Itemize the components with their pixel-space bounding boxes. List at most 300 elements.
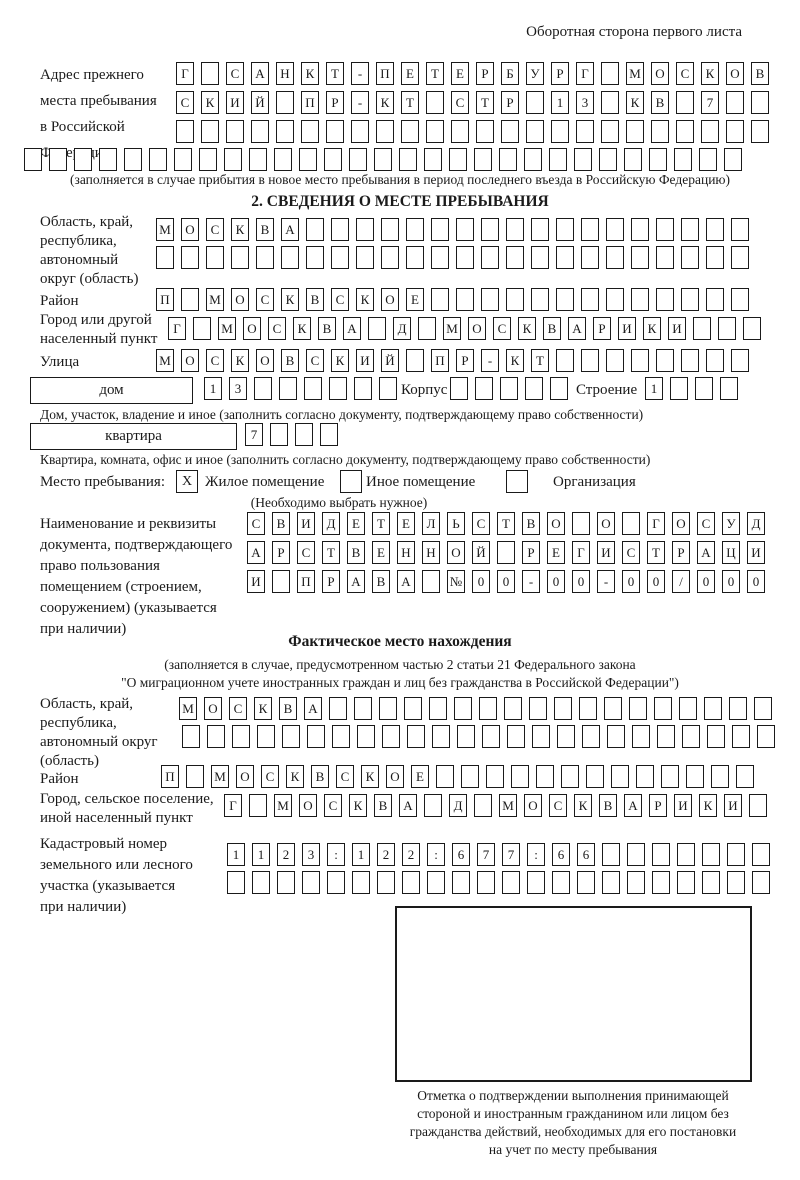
form-cell[interactable]: О <box>672 512 690 535</box>
form-cell[interactable] <box>307 725 325 748</box>
form-cell[interactable]: С <box>472 512 490 535</box>
form-cell[interactable] <box>429 697 447 720</box>
form-cell[interactable] <box>626 120 644 143</box>
form-cell[interactable]: 7 <box>245 423 263 446</box>
form-cell[interactable]: С <box>226 62 244 85</box>
form-cell[interactable] <box>329 697 347 720</box>
form-cell[interactable]: О <box>204 697 222 720</box>
form-cell[interactable]: О <box>231 288 249 311</box>
form-cell[interactable]: И <box>668 317 686 340</box>
form-cell[interactable] <box>706 288 724 311</box>
form-cell[interactable]: 0 <box>572 570 590 593</box>
form-cell[interactable] <box>631 218 649 241</box>
form-cell[interactable] <box>500 377 518 400</box>
form-cell[interactable] <box>379 697 397 720</box>
form-cell[interactable] <box>306 246 324 269</box>
form-cell[interactable]: С <box>256 288 274 311</box>
form-cell[interactable]: С <box>331 288 349 311</box>
form-cell[interactable] <box>207 725 225 748</box>
form-cell[interactable]: 7 <box>502 843 520 866</box>
form-cell[interactable] <box>651 120 669 143</box>
form-cell[interactable] <box>676 91 694 114</box>
form-cell[interactable] <box>232 725 250 748</box>
form-cell[interactable] <box>670 377 688 400</box>
form-cell[interactable]: Р <box>476 62 494 85</box>
form-cell[interactable] <box>654 697 672 720</box>
form-cell[interactable] <box>401 120 419 143</box>
form-cell[interactable] <box>331 218 349 241</box>
form-cell[interactable]: Д <box>449 794 467 817</box>
form-cell[interactable] <box>681 288 699 311</box>
form-cell[interactable]: И <box>597 541 615 564</box>
form-cell[interactable] <box>524 148 542 171</box>
form-cell[interactable]: Т <box>401 91 419 114</box>
form-cell[interactable] <box>526 120 544 143</box>
form-cell[interactable] <box>426 120 444 143</box>
form-cell[interactable]: П <box>376 62 394 85</box>
form-cell[interactable] <box>456 246 474 269</box>
form-cell[interactable]: М <box>156 349 174 372</box>
form-cell[interactable]: - <box>351 91 369 114</box>
form-cell[interactable]: 0 <box>747 570 765 593</box>
form-cell[interactable]: 6 <box>452 843 470 866</box>
form-cell[interactable] <box>681 349 699 372</box>
form-cell[interactable]: : <box>527 843 545 866</box>
form-cell[interactable] <box>706 246 724 269</box>
form-cell[interactable]: - <box>481 349 499 372</box>
form-cell[interactable] <box>657 725 675 748</box>
form-cell[interactable] <box>599 148 617 171</box>
form-cell[interactable]: 0 <box>547 570 565 593</box>
form-cell[interactable]: А <box>304 697 322 720</box>
form-cell[interactable] <box>451 120 469 143</box>
form-cell[interactable] <box>424 148 442 171</box>
form-cell[interactable]: У <box>526 62 544 85</box>
form-cell[interactable] <box>461 765 479 788</box>
form-cell[interactable] <box>606 246 624 269</box>
form-cell[interactable]: Р <box>551 62 569 85</box>
form-cell[interactable] <box>507 725 525 748</box>
form-cell[interactable] <box>579 697 597 720</box>
form-cell[interactable]: И <box>356 349 374 372</box>
form-cell[interactable] <box>422 570 440 593</box>
form-cell[interactable]: М <box>626 62 644 85</box>
form-cell[interactable]: Т <box>372 512 390 535</box>
form-cell[interactable] <box>181 246 199 269</box>
form-cell[interactable] <box>329 377 347 400</box>
form-cell[interactable]: О <box>524 794 542 817</box>
form-cell[interactable]: О <box>651 62 669 85</box>
form-cell[interactable] <box>99 148 117 171</box>
form-cell[interactable] <box>649 148 667 171</box>
form-cell[interactable]: В <box>306 288 324 311</box>
form-cell[interactable]: К <box>701 62 719 85</box>
form-cell[interactable] <box>279 377 297 400</box>
form-cell[interactable] <box>707 725 725 748</box>
form-cell[interactable]: 0 <box>697 570 715 593</box>
form-cell[interactable] <box>282 725 300 748</box>
form-cell[interactable]: И <box>618 317 636 340</box>
form-cell[interactable]: И <box>297 512 315 535</box>
form-cell[interactable]: А <box>697 541 715 564</box>
form-cell[interactable]: К <box>376 91 394 114</box>
form-cell[interactable]: 2 <box>277 843 295 866</box>
form-cell[interactable] <box>727 871 745 894</box>
form-cell[interactable]: К <box>281 288 299 311</box>
form-cell[interactable]: С <box>176 91 194 114</box>
form-cell[interactable] <box>181 288 199 311</box>
form-cell[interactable] <box>749 794 767 817</box>
form-cell[interactable]: И <box>674 794 692 817</box>
form-cell[interactable] <box>754 697 772 720</box>
form-cell[interactable]: В <box>372 570 390 593</box>
form-cell[interactable]: 2 <box>377 843 395 866</box>
form-cell[interactable]: О <box>243 317 261 340</box>
form-cell[interactable]: Р <box>326 91 344 114</box>
form-cell[interactable] <box>581 218 599 241</box>
form-cell[interactable] <box>549 148 567 171</box>
form-cell[interactable] <box>406 218 424 241</box>
form-cell[interactable]: С <box>261 765 279 788</box>
form-cell[interactable] <box>377 871 395 894</box>
form-cell[interactable] <box>74 148 92 171</box>
form-cell[interactable] <box>368 317 386 340</box>
form-cell[interactable] <box>199 148 217 171</box>
house-type-box[interactable]: дом <box>30 377 193 404</box>
form-cell[interactable] <box>577 871 595 894</box>
form-cell[interactable] <box>699 148 717 171</box>
form-cell[interactable] <box>324 148 342 171</box>
form-cell[interactable] <box>531 288 549 311</box>
form-cell[interactable] <box>277 871 295 894</box>
form-cell[interactable] <box>581 246 599 269</box>
form-cell[interactable] <box>526 91 544 114</box>
form-cell[interactable] <box>586 765 604 788</box>
form-cell[interactable]: М <box>156 218 174 241</box>
form-cell[interactable] <box>174 148 192 171</box>
form-cell[interactable]: 0 <box>472 570 490 593</box>
checkbox-other-premises[interactable] <box>340 470 362 493</box>
form-cell[interactable] <box>536 765 554 788</box>
form-cell[interactable] <box>479 697 497 720</box>
form-cell[interactable] <box>254 377 272 400</box>
form-cell[interactable] <box>352 871 370 894</box>
form-cell[interactable] <box>418 317 436 340</box>
form-cell[interactable]: О <box>386 765 404 788</box>
form-cell[interactable] <box>726 120 744 143</box>
form-cell[interactable] <box>632 725 650 748</box>
form-cell[interactable] <box>477 871 495 894</box>
form-cell[interactable] <box>556 349 574 372</box>
form-cell[interactable]: К <box>331 349 349 372</box>
form-cell[interactable]: / <box>672 570 690 593</box>
form-cell[interactable] <box>674 148 692 171</box>
form-cell[interactable] <box>227 871 245 894</box>
form-cell[interactable]: А <box>247 541 265 564</box>
form-cell[interactable]: В <box>651 91 669 114</box>
form-cell[interactable] <box>556 288 574 311</box>
form-cell[interactable]: С <box>451 91 469 114</box>
form-cell[interactable]: 1 <box>252 843 270 866</box>
form-cell[interactable] <box>231 246 249 269</box>
form-cell[interactable]: И <box>747 541 765 564</box>
form-cell[interactable]: О <box>299 794 317 817</box>
form-cell[interactable]: С <box>247 512 265 535</box>
form-cell[interactable] <box>270 423 288 446</box>
form-cell[interactable] <box>695 377 713 400</box>
form-cell[interactable]: В <box>347 541 365 564</box>
form-cell[interactable]: № <box>447 570 465 593</box>
form-cell[interactable] <box>431 246 449 269</box>
form-cell[interactable] <box>582 725 600 748</box>
form-cell[interactable] <box>249 148 267 171</box>
form-cell[interactable] <box>379 377 397 400</box>
form-cell[interactable] <box>326 120 344 143</box>
form-cell[interactable]: Р <box>593 317 611 340</box>
form-cell[interactable]: 3 <box>229 377 247 400</box>
form-cell[interactable] <box>704 697 722 720</box>
form-cell[interactable] <box>431 218 449 241</box>
form-cell[interactable]: Г <box>224 794 242 817</box>
form-cell[interactable] <box>456 218 474 241</box>
form-cell[interactable]: Е <box>406 288 424 311</box>
form-cell[interactable]: В <box>256 218 274 241</box>
form-cell[interactable]: 1 <box>352 843 370 866</box>
form-cell[interactable]: 1 <box>227 843 245 866</box>
form-cell[interactable] <box>149 148 167 171</box>
form-cell[interactable] <box>627 843 645 866</box>
form-cell[interactable]: Й <box>251 91 269 114</box>
form-cell[interactable]: А <box>347 570 365 593</box>
form-cell[interactable]: О <box>468 317 486 340</box>
form-cell[interactable]: С <box>229 697 247 720</box>
form-cell[interactable]: 0 <box>497 570 515 593</box>
form-cell[interactable]: Ц <box>722 541 740 564</box>
form-cell[interactable] <box>731 288 749 311</box>
form-cell[interactable]: Т <box>322 541 340 564</box>
checkbox-residential[interactable]: X <box>176 470 198 493</box>
form-cell[interactable]: 6 <box>552 843 570 866</box>
form-cell[interactable]: Н <box>397 541 415 564</box>
form-cell[interactable] <box>457 725 475 748</box>
form-cell[interactable]: Е <box>411 765 429 788</box>
form-cell[interactable] <box>331 246 349 269</box>
form-cell[interactable]: Р <box>456 349 474 372</box>
form-cell[interactable]: Е <box>401 62 419 85</box>
form-cell[interactable]: А <box>251 62 269 85</box>
form-cell[interactable] <box>406 349 424 372</box>
form-cell[interactable]: С <box>549 794 567 817</box>
form-cell[interactable]: В <box>543 317 561 340</box>
form-cell[interactable]: К <box>231 349 249 372</box>
form-cell[interactable]: А <box>343 317 361 340</box>
form-cell[interactable] <box>186 765 204 788</box>
form-cell[interactable] <box>601 62 619 85</box>
form-cell[interactable]: С <box>268 317 286 340</box>
form-cell[interactable]: А <box>624 794 642 817</box>
form-cell[interactable]: 1 <box>551 91 569 114</box>
form-cell[interactable] <box>381 246 399 269</box>
form-cell[interactable] <box>581 349 599 372</box>
form-cell[interactable] <box>724 148 742 171</box>
form-cell[interactable] <box>607 725 625 748</box>
form-cell[interactable]: 3 <box>576 91 594 114</box>
form-cell[interactable]: О <box>236 765 254 788</box>
form-cell[interactable]: М <box>206 288 224 311</box>
form-cell[interactable]: К <box>506 349 524 372</box>
form-cell[interactable]: 2 <box>402 843 420 866</box>
form-cell[interactable]: С <box>206 218 224 241</box>
form-cell[interactable]: С <box>622 541 640 564</box>
form-cell[interactable]: В <box>279 697 297 720</box>
form-cell[interactable] <box>752 843 770 866</box>
form-cell[interactable] <box>676 120 694 143</box>
form-cell[interactable]: П <box>161 765 179 788</box>
form-cell[interactable] <box>656 349 674 372</box>
form-cell[interactable]: Е <box>347 512 365 535</box>
form-cell[interactable]: - <box>522 570 540 593</box>
form-cell[interactable]: С <box>206 349 224 372</box>
form-cell[interactable] <box>652 871 670 894</box>
form-cell[interactable] <box>727 843 745 866</box>
form-cell[interactable] <box>252 871 270 894</box>
form-cell[interactable] <box>176 120 194 143</box>
form-cell[interactable] <box>574 148 592 171</box>
form-cell[interactable]: Р <box>672 541 690 564</box>
form-cell[interactable]: Е <box>451 62 469 85</box>
form-cell[interactable] <box>501 120 519 143</box>
form-cell[interactable] <box>357 725 375 748</box>
form-cell[interactable]: Р <box>522 541 540 564</box>
form-cell[interactable]: С <box>697 512 715 535</box>
form-cell[interactable] <box>474 148 492 171</box>
form-cell[interactable] <box>201 62 219 85</box>
form-cell[interactable]: М <box>274 794 292 817</box>
form-cell[interactable]: Т <box>476 91 494 114</box>
form-cell[interactable] <box>427 871 445 894</box>
form-cell[interactable]: К <box>293 317 311 340</box>
form-cell[interactable] <box>606 349 624 372</box>
form-cell[interactable] <box>193 317 211 340</box>
form-cell[interactable] <box>554 697 572 720</box>
form-cell[interactable] <box>182 725 200 748</box>
checkbox-organization[interactable] <box>506 470 528 493</box>
form-cell[interactable]: В <box>599 794 617 817</box>
form-cell[interactable] <box>701 120 719 143</box>
form-cell[interactable] <box>601 91 619 114</box>
form-cell[interactable] <box>631 246 649 269</box>
form-cell[interactable]: К <box>349 794 367 817</box>
form-cell[interactable] <box>702 843 720 866</box>
form-cell[interactable] <box>757 725 775 748</box>
form-cell[interactable]: М <box>211 765 229 788</box>
form-cell[interactable]: А <box>568 317 586 340</box>
form-cell[interactable] <box>349 148 367 171</box>
form-cell[interactable] <box>602 871 620 894</box>
form-cell[interactable]: В <box>272 512 290 535</box>
form-cell[interactable]: М <box>499 794 517 817</box>
form-cell[interactable] <box>454 697 472 720</box>
form-cell[interactable] <box>550 377 568 400</box>
form-cell[interactable] <box>276 91 294 114</box>
form-cell[interactable] <box>531 218 549 241</box>
form-cell[interactable] <box>502 871 520 894</box>
form-cell[interactable]: У <box>722 512 740 535</box>
form-cell[interactable]: А <box>397 570 415 593</box>
form-cell[interactable]: К <box>574 794 592 817</box>
form-cell[interactable] <box>475 377 493 400</box>
form-cell[interactable] <box>354 697 372 720</box>
form-cell[interactable]: П <box>431 349 449 372</box>
form-cell[interactable] <box>302 871 320 894</box>
form-cell[interactable] <box>629 697 647 720</box>
form-cell[interactable] <box>652 843 670 866</box>
form-cell[interactable]: К <box>643 317 661 340</box>
form-cell[interactable] <box>581 288 599 311</box>
form-cell[interactable]: Р <box>649 794 667 817</box>
form-cell[interactable] <box>751 91 769 114</box>
form-cell[interactable]: Н <box>422 541 440 564</box>
form-cell[interactable] <box>552 871 570 894</box>
form-cell[interactable] <box>399 148 417 171</box>
form-cell[interactable]: 7 <box>701 91 719 114</box>
form-cell[interactable] <box>327 871 345 894</box>
form-cell[interactable] <box>49 148 67 171</box>
form-cell[interactable] <box>226 120 244 143</box>
form-cell[interactable]: Е <box>397 512 415 535</box>
form-cell[interactable] <box>706 349 724 372</box>
form-cell[interactable] <box>456 288 474 311</box>
form-cell[interactable]: Т <box>497 512 515 535</box>
form-cell[interactable] <box>602 843 620 866</box>
form-cell[interactable] <box>156 246 174 269</box>
form-cell[interactable] <box>529 697 547 720</box>
form-cell[interactable] <box>531 246 549 269</box>
form-cell[interactable]: - <box>351 62 369 85</box>
form-cell[interactable] <box>525 377 543 400</box>
form-cell[interactable]: С <box>324 794 342 817</box>
form-cell[interactable]: О <box>181 349 199 372</box>
form-cell[interactable] <box>506 288 524 311</box>
form-cell[interactable]: 0 <box>722 570 740 593</box>
form-cell[interactable] <box>622 512 640 535</box>
form-cell[interactable] <box>354 377 372 400</box>
form-cell[interactable]: А <box>399 794 417 817</box>
form-cell[interactable]: 7 <box>477 843 495 866</box>
form-cell[interactable]: Й <box>381 349 399 372</box>
form-cell[interactable]: В <box>751 62 769 85</box>
form-cell[interactable] <box>656 288 674 311</box>
form-cell[interactable]: К <box>231 218 249 241</box>
form-cell[interactable] <box>661 765 679 788</box>
form-cell[interactable] <box>224 148 242 171</box>
form-cell[interactable]: С <box>336 765 354 788</box>
form-cell[interactable]: Г <box>572 541 590 564</box>
form-cell[interactable] <box>481 218 499 241</box>
form-cell[interactable] <box>301 120 319 143</box>
form-cell[interactable]: С <box>676 62 694 85</box>
form-cell[interactable]: В <box>318 317 336 340</box>
form-cell[interactable]: Б <box>501 62 519 85</box>
form-cell[interactable] <box>611 765 629 788</box>
form-cell[interactable]: К <box>286 765 304 788</box>
form-cell[interactable] <box>499 148 517 171</box>
form-cell[interactable] <box>731 218 749 241</box>
form-cell[interactable] <box>201 120 219 143</box>
form-cell[interactable] <box>124 148 142 171</box>
form-cell[interactable]: Т <box>426 62 444 85</box>
form-cell[interactable] <box>402 871 420 894</box>
